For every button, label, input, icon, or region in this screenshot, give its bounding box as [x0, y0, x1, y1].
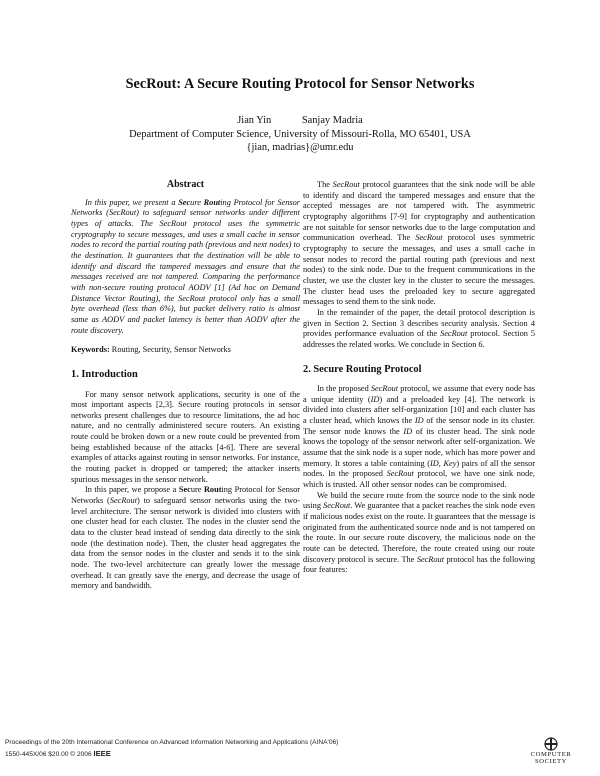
- keywords-line: Keywords: Routing, Security, Sensor Networks: [71, 345, 231, 355]
- computer-society-emblem-icon: [540, 737, 562, 751]
- abstract-heading: Abstract: [166, 179, 205, 190]
- author-block: [0, 114, 600, 155]
- author-affiliation: Department of Computer Science, University of Missouri-Rolla, MO 65401, USA: [129, 128, 471, 140]
- author-name: Jian Yin: [237, 115, 272, 126]
- body-paragraph: The SecRout protocol guarantees that the sink node will be able to identify and discard the tampered messages and ensure that the accepted messages are not tampered with. The asymmetric cryptography algorithms [7-9] for cryptography and authentication are not suitable for sensor networks due to the large computation and communication overhead. The SecRout protocol uses symmetric cryptography to secure the messages, and uses a small cache in sensor nodes to record the partial routing path (previous and next nodes) to the sink node. Due to the frequent communications in the cluster, we use the cluster key in the cluster to secure the messages. The cluster head uses the preloaded key to secure aggregated messages to send them to the sink node.: [303, 180, 535, 307]
- section-heading-secure-routing: 2. Secure Routing Protocol: [303, 363, 422, 375]
- body-paragraph: We build the secure route from the source node to the sink node using SecRout. We guarantee that a packet reaches the sink node even if malicious nodes exist on the route. It guarantees that the message is originated from the authenticated source node and is not tampered on the route. In our secure route discovery, the malicious node on the route can be detected. Therefore, the route created using our route discovery protocol is secure. The SecRout protocol has the following four features:: [303, 490, 535, 575]
- left-column: [71, 180, 300, 592]
- logo-text: SOCIETY: [534, 758, 568, 765]
- author-name: Sanjay Madria: [301, 115, 363, 126]
- footer-line-copyright: 1550-445X/06 $20.00 © 2006 IEEE: [5, 749, 111, 758]
- footer-line-proceedings: Proceedings of the 20th International Conference on Advanced Information Networking and Applications (AINA'06): [5, 739, 339, 746]
- body-paragraph: For many sensor network applications, security is one of the most important aspects [2,3]. Secure routing protocols in sensor networks present challenges due to resource limitations, the ad hoc nature, and no centrally administered secure routers. An existing route could be broken down or a new route could be prevented from being established because of the attacks [4-6]. There are several examples of attacks against routing in sensor networks. For instance, the routing packet is dropped or tampered; the attacker inserts spurious messages in the sensor network.: [71, 389, 300, 484]
- computer-society-logo: [510, 737, 592, 773]
- abstract-text: In this paper, we present a Secure Routing Protocol for Sensor Networks (SecRout) to safeguard sensor networks under different types of attacks. The SecRout protocol uses the symmetric cryptography to secure messages, and uses a small cache in sensor nodes to record the partial routing path (previous and next nodes) to the destination. It guarantees that the destination will be able to identify and discard the tampered messages and ensure that the messages received are not tampered. Comparing the performance with non-secure routing protocol AODV [1] (Ad hoc on Demand Distance Vector Routing), the SecRout protocol only has a small byte overhead (less than 6%), but packet delivery ratio is almost same as AODV and packet latency is better than AODV after the route discovery.: [71, 197, 300, 335]
- body-paragraph: In this paper, we propose a Secure Routing Protocol for Sensor Networks (SecRout) to safeguard sensor networks using the two-level architecture. The sensor network is divided into clusters with one cluster head for each cluster. The nodes in the cluster send the data to the cluster head instead of sending data directly to the sink node (the destination node). Then, the cluster head aggregates the data from the sensor nodes in the cluster and sends it to the sink node. The two-level architecture can greatly lower the message overhead. It can greatly save the energy, and decrease the usage of memory and bandwidth.: [71, 485, 301, 591]
- section-heading-introduction: 1. Introduction: [71, 368, 138, 380]
- right-column: [303, 180, 535, 576]
- body-paragraph: In the proposed SecRout protocol, we assume that every node has a unique identity (ID) and a preloaded key [4]. The network is divided into clusters after self-organization [10] and each cluster has a cluster head, which knows the ID of the sensor node in its cluster. The sensor node knows the ID of its cluster head. The sink node knows the topology of the sensor network after self-organization. We assume that the sink node is a super node, which has more power and memory. It stores a table containing (ID, Key) pairs of all the sensor nodes. In the proposed SecRout protocol, we have one sink node, which is trusted. All other sensor nodes can be compromised.: [303, 384, 536, 490]
- logo-text: COMPUTER: [530, 751, 572, 758]
- paper-title: SecRout: A Secure Routing Protocol for Sensor Networks: [125, 76, 475, 92]
- body-paragraph: In the remainder of the paper, the detail protocol description is given in Section 2. Section 3 describes security analysis. Section 4 provides performance evaluation of the SecRout protocol. Section 5 addresses the related works. We conclude in Section 6.: [303, 307, 536, 349]
- author-email: {jian, madrias}@umr.edu: [246, 142, 354, 153]
- proceedings-footer: [5, 737, 338, 760]
